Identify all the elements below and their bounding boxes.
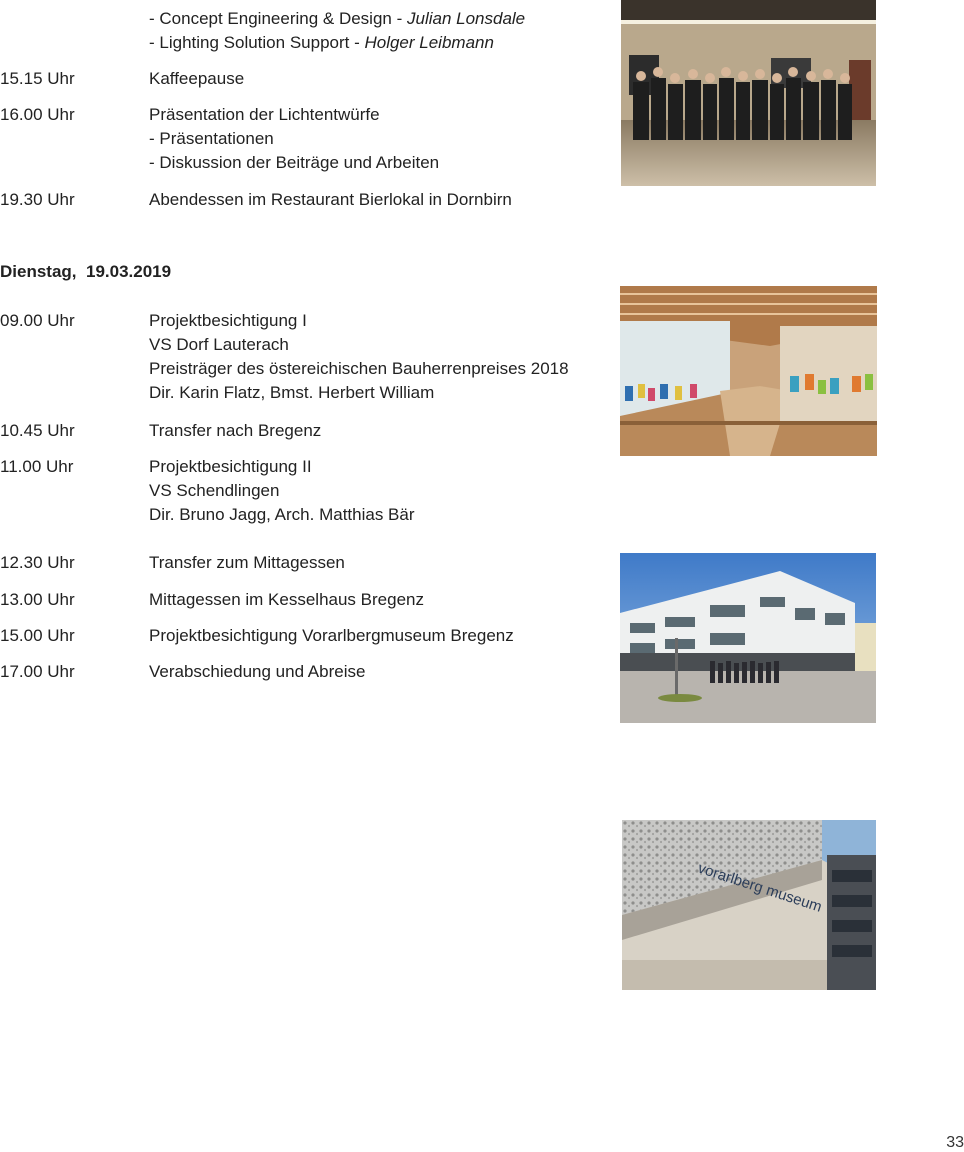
speaker-line-2: - Lighting Solution Support - Holger Leibmann: [149, 33, 494, 52]
schedule-time: 11.00 Uhr: [0, 457, 74, 476]
schedule-entry: Projektbesichtigung II: [149, 457, 312, 476]
schedule-entry: Mittagessen im Kesselhaus Bregenz: [149, 590, 424, 609]
schedule-entry-detail: Dir. Bruno Jagg, Arch. Matthias Bär: [149, 505, 415, 524]
schedule-time: 15.00 Uhr: [0, 626, 75, 645]
schedule-time: 19.30 Uhr: [0, 190, 75, 209]
schedule-time: 10.45 Uhr: [0, 421, 75, 440]
schedule-entry: Projektbesichtigung I: [149, 311, 307, 330]
schedule-time: 09.00 Uhr: [0, 311, 75, 330]
schedule-entry: Verabschiedung und Abreise: [149, 662, 366, 681]
schedule-entry-detail: - Diskussion der Beiträge und Arbeiten: [149, 153, 440, 172]
schedule-entry-detail: VS Dorf Lauterach: [149, 335, 289, 354]
schedule-time: 15.15 Uhr: [0, 69, 75, 88]
school-building-photo: [620, 553, 876, 723]
speaker-name-2: Holger Leibmann: [364, 33, 494, 52]
schedule-entry: Transfer zum Mittagessen: [149, 553, 345, 572]
speaker-name-1: Julian Lonsdale: [406, 9, 526, 28]
page-number: 33: [946, 1134, 964, 1151]
schedule-entry-detail: VS Schendlingen: [149, 481, 280, 500]
schedule-entry: Projektbesichtigung Vorarlbergmuseum Bregenz: [149, 626, 514, 645]
schedule-entry-detail: Dir. Karin Flatz, Bmst. Herbert William: [149, 383, 435, 402]
group-photo: [621, 0, 876, 186]
day-heading: Dienstag, 19.03.2019: [0, 262, 172, 281]
museum-sign: vorarlberg museum: [695, 859, 824, 916]
schedule-entry: Abendessen im Restaurant Bierlokal in Dornbirn: [149, 190, 512, 209]
school-interior-photo: [620, 286, 877, 456]
museum-photo: [622, 820, 876, 990]
schedule-entry: Präsentation der Lichtentwürfe: [149, 105, 380, 124]
schedule-time: 16.00 Uhr: [0, 105, 75, 124]
schedule-entry-detail: - Präsentationen: [149, 129, 274, 148]
schedule-time: 13.00 Uhr: [0, 590, 75, 609]
schedule-entry: Transfer nach Bregenz: [149, 421, 322, 440]
schedule-time: 12.30 Uhr: [0, 553, 75, 572]
speaker-line-1: - Concept Engineering & Design - Julian Lonsdale: [149, 9, 526, 28]
schedule-entry-detail: Preisträger des östereichischen Bauherrenpreises 2018: [149, 359, 569, 378]
schedule-entry: Kaffeepause: [149, 69, 245, 88]
schedule-time: 17.00 Uhr: [0, 662, 75, 681]
